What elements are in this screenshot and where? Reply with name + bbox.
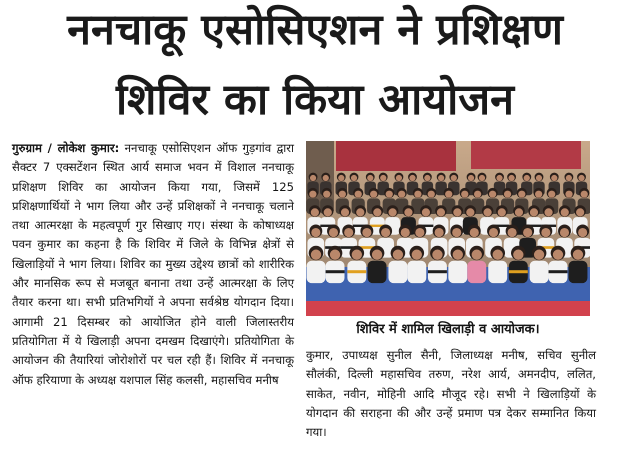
participant-face <box>362 228 371 237</box>
headline-line-2: शिविर का किया आयोजन <box>115 75 515 125</box>
participant-face <box>530 208 538 216</box>
participant-face <box>474 191 481 198</box>
participant-face <box>323 191 330 198</box>
participant-face <box>323 175 329 181</box>
participant-face <box>409 175 415 181</box>
participant-face <box>372 250 382 260</box>
participant-face <box>553 250 563 260</box>
participant-belt <box>347 270 366 273</box>
participant-face <box>524 175 530 181</box>
participant-face <box>432 250 442 260</box>
participant-body <box>307 261 326 283</box>
participant-face <box>311 228 320 237</box>
article-column-right <box>306 346 596 442</box>
participant-face <box>544 208 552 216</box>
participant-body <box>407 261 426 283</box>
participant-face <box>548 191 555 198</box>
participant-face <box>437 208 445 216</box>
participant-face <box>496 175 502 181</box>
participant-face <box>389 208 397 216</box>
participant-body <box>530 261 549 283</box>
participant-face <box>452 228 461 237</box>
headline-line-1: ननचाकू एसोसिएशन ने प्रशिक्षण <box>67 5 563 55</box>
participant-face <box>370 191 377 198</box>
participant-face <box>339 191 346 198</box>
participant-face <box>355 191 362 198</box>
stage-curtain-right <box>471 141 581 169</box>
participant-belt <box>549 270 568 273</box>
participant-face <box>393 250 403 260</box>
participant-face <box>373 208 381 216</box>
participant-face <box>351 175 357 181</box>
participant-face <box>396 175 402 181</box>
participant-face <box>551 175 557 181</box>
participant-face <box>401 228 410 237</box>
participant-face <box>472 250 482 260</box>
participant-face <box>565 191 572 198</box>
participant-face <box>461 191 468 198</box>
article-body-right: कुमार, उपाध्यक्ष सुनील सैनी, जिलाध्यक्ष मनीष, सचिव सुनील सौलंकी, दिल्ली महासचिव तरुण, नरेश आर्य, अमनदीप, ललित, साकेत, नवीन, मोहिनी आदि मौजूद रहे। सभी ने खिलाड़ियों के योगदान की सराहना की और उन्हें प्रमाण पत्र देकर सम्मानित किया गया। <box>306 348 596 440</box>
participant-face <box>578 228 587 237</box>
participant-face <box>381 228 390 237</box>
article-column-left <box>12 139 294 390</box>
participant-face <box>415 228 424 237</box>
participant-face <box>523 228 532 237</box>
participant-body <box>388 261 407 283</box>
participant-face <box>561 208 569 216</box>
red-mat <box>306 301 590 316</box>
participant-face <box>356 208 364 216</box>
participant-face <box>367 175 373 181</box>
participant-face <box>422 208 430 216</box>
participant-face <box>513 250 523 260</box>
participant-face <box>468 175 474 181</box>
participant-face <box>310 175 316 181</box>
stage-curtain-left <box>336 141 456 171</box>
dateline: गुरुग्राम / लोकेश कुमार: <box>12 141 120 155</box>
participant-body <box>569 261 588 283</box>
participant-face <box>466 208 474 216</box>
participant-face <box>581 191 588 198</box>
participant-belt <box>368 270 387 273</box>
participant-face <box>404 208 412 216</box>
participant-face <box>352 250 362 260</box>
participant-face <box>338 175 344 181</box>
participant-body <box>488 261 507 283</box>
participant-face <box>515 208 523 216</box>
participant-face <box>341 208 349 216</box>
participant-face <box>504 191 511 198</box>
participant-face <box>329 228 338 237</box>
participant-face <box>324 208 332 216</box>
participant-face <box>453 250 463 260</box>
participant-face <box>489 191 496 198</box>
participant-face <box>484 208 492 216</box>
participant-face <box>493 250 503 260</box>
group-photo-image <box>306 141 590 316</box>
participant-face <box>536 175 542 181</box>
participant-face <box>435 228 444 237</box>
participant-face <box>309 191 316 198</box>
participant-body <box>448 261 467 283</box>
participant-face <box>498 208 506 216</box>
participant-face <box>489 228 498 237</box>
participant-face <box>508 228 517 237</box>
participant-face <box>386 191 393 198</box>
participant-face <box>451 175 457 181</box>
news-photo <box>306 141 590 316</box>
participant-face <box>424 175 430 181</box>
participant-face <box>479 175 485 181</box>
participant-face <box>311 208 319 216</box>
participant-face <box>344 228 353 237</box>
participant-belt <box>509 270 528 273</box>
participant-face <box>380 175 386 181</box>
participant-face <box>576 208 584 216</box>
participant-face <box>330 250 340 260</box>
participant-face <box>398 191 405 198</box>
participant-face <box>438 175 444 181</box>
participant-face <box>453 208 461 216</box>
participant-face <box>412 250 422 260</box>
participant-face <box>414 191 421 198</box>
participant-face <box>470 228 479 237</box>
participant-face <box>566 175 572 181</box>
participant-face <box>560 228 569 237</box>
participant-face <box>573 250 583 260</box>
participant-belt <box>428 270 447 273</box>
participant-face <box>445 191 452 198</box>
participant-face <box>578 175 584 181</box>
article-body-left: ननचाकू एसोसिएशन ऑफ गुड़गांव द्वारा सैक्टर 7 एक्सटेंशन स्थित आर्य समाज भवन में विशाल ननचाकू प्रशिक्षण शिविर का आयोजन किया गया, जिसमें 125 प्रशिक्षणार्थियों ने भाग लिया और उन्हें प्रशिक्षकों ने ननचाकू चलाने तथा आत्मरक्षा के महत्वपूर्ण गुर सिखाए गए। संस्था के कोषाध्यक्ष पवन कुमार का कहना है कि शिविर में जिले के विभिन्न क्षेत्रों से खिलाड़ियों ने भाग लिया। शिविर का मुख्य उद्देश्य छात्रों को शारीरिक और मानसिक रूप से मजबूत बनाना तथा उन्हें आत्मरक्षा के लिए तैयार करना था। सभी प्रतिभगियों ने अपना सर्वश्रेष्ठ योगदान दिया। आगामी 21 दिसम्बर को आयोजित होने वाली जिलास्तरीय प्रतियोगिता में ये खिलाड़ी अपना दमखम दिखाएंगे। प्रतियोगिता के आयोजन की तैयारियां जोरोशोरों पर चल रही हैं। शिविर में ननचाकू ऑफ हरियाणा के अध्यक्ष यशपाल सिंह कलसी, महासचिव मनीष <box>12 141 295 387</box>
participant-belt <box>326 270 345 273</box>
participant-face <box>534 250 544 260</box>
participant-body <box>467 261 486 283</box>
participant-face <box>535 191 542 198</box>
participant-face <box>311 250 321 260</box>
photo-caption: शिविर में शामिल खिलाड़ी व आयोजक। <box>356 322 540 337</box>
participant-face <box>508 175 514 181</box>
participant-face <box>428 191 435 198</box>
participant-face <box>541 228 550 237</box>
participant-face <box>518 191 525 198</box>
